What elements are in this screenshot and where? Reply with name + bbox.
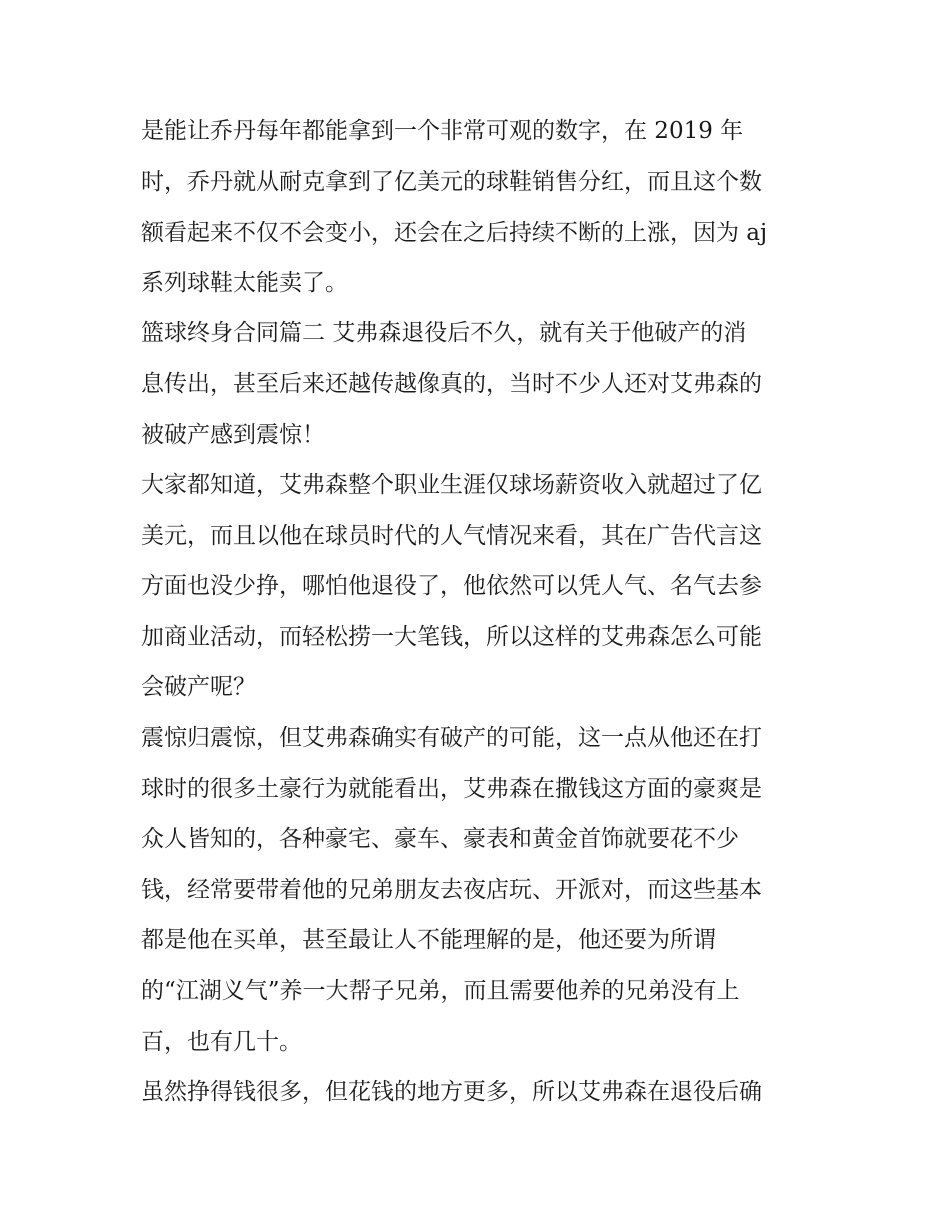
- text-line-6: 息传出，甚至后来还越传越像真的，当时不少人还对艾弗森的: [141, 371, 762, 397]
- text-line-15: 众人皆知的，各种豪宅、豪车、豪表和黄金首饰就要花不少: [141, 826, 739, 852]
- text-line-4: 系列球鞋太能卖了。: [141, 270, 348, 296]
- text-line-14: 球时的很多土豪行为就能看出，艾弗森在撒钱这方面的豪爽是: [141, 776, 762, 802]
- text-line-3: 额看起来不仅不会变小，还会在之后持续不断的上涨，因为 aj: [141, 220, 768, 246]
- text-line-20: 虽然挣得钱很多，但花钱的地方更多，所以艾弗森在退役后确: [141, 1079, 762, 1105]
- text-line-10: 方面也没少挣，哪怕他退役了，他依然可以凭人气、名气去参: [141, 573, 762, 599]
- text-line-8: 大家都知道，艾弗森整个职业生涯仅球场薪资收入就超过了亿: [141, 472, 762, 498]
- text-line-1: 是能让乔丹每年都能拿到一个非常可观的数字，在 2019 年: [141, 118, 744, 144]
- text-line-2: 时，乔丹就从耐克拿到了亿美元的球鞋销售分红，而且这个数: [141, 169, 762, 195]
- text-line-13: 震惊归震惊，但艾弗森确实有破产的可能，这一点从他还在打: [141, 725, 762, 751]
- text-line-19: 百，也有几十。: [141, 1029, 302, 1055]
- text-line-5: 篮球终身合同篇二 艾弗森退役后不久，就有关于他破产的消: [141, 320, 747, 346]
- text-line-11: 加商业活动，而轻松捞一大笔钱，所以这样的艾弗森怎么可能: [141, 624, 762, 650]
- text-line-12: 会破产呢？: [141, 674, 256, 700]
- text-line-18: 的“江湖义气”养一大帮子兄弟，而且需要他养的兄弟没有上: [141, 978, 740, 1004]
- text-line-16: 钱，经常要带着他的兄弟朋友去夜店玩、开派对，而这些基本: [141, 877, 762, 903]
- text-line-7: 被破产感到震惊！: [141, 422, 325, 448]
- text-line-9: 美元，而且以他在球员时代的人气情况来看，其在广告代言这: [141, 523, 762, 549]
- text-line-17: 都是他在买单，甚至最让人不能理解的是，他还要为所谓: [141, 927, 716, 953]
